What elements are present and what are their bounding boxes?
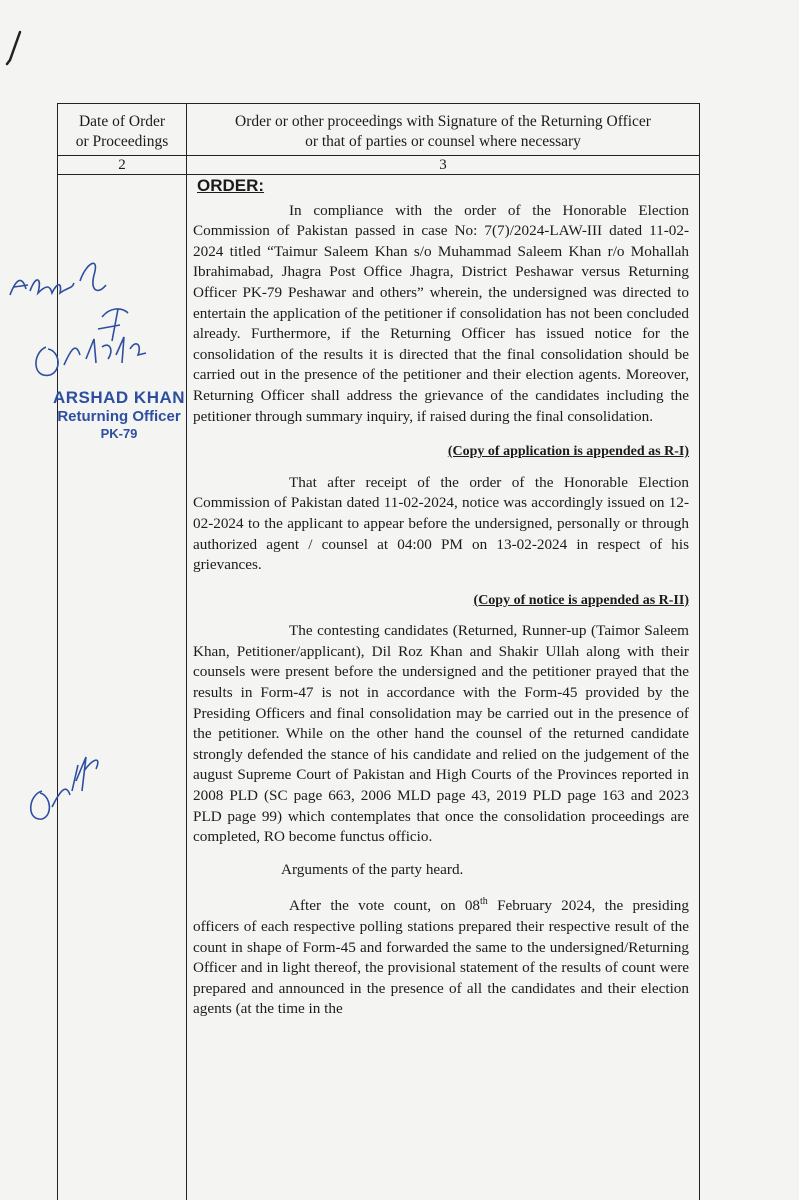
column-header-proceedings-line1: Order or other proceedings with Signature of the Returning Officer xyxy=(235,113,651,130)
order-paragraph-3 xyxy=(193,621,689,848)
order-body xyxy=(193,176,689,1020)
pen-mark xyxy=(4,30,24,66)
column-divider xyxy=(186,103,187,1200)
order-paragraph-5-text-b: February 2024, the presiding officers of each respective polling stations prepared their respective result of the count in shape of Form-45 and forwarded the same to the undersigned/Returning Officer and in light thereof, the provisional statement of the results of count were prepared and announced in the presence of all the candidates and their election agents (at the time in the xyxy=(193,897,689,1018)
column-number-3: 3 xyxy=(439,157,447,173)
order-paragraph-3-text: The contesting candidates (Returned, Runner-up (Taimor Saleem Khan, Petitioner/applicant), Dil Roz Khan and Shakir Ullah along with their counsels were present before the undersigned and the petitioner prayed that the results in Form-47 is not in accordance with the Form-45 provided by the Presiding Officers and final consolidation may be carried out in the presence of the petitioner. While on the other hand the counsel of the returned candidate strongly defended the stance of his candidate and relied on the judgement of the august Supreme Court of Pakistan and High Courts of the Provinces reported in 2008 PLD (SC page 663, 2006 MLD page 43, 2019 PLD page 163 and 2023 PLD page 99) which contemplates that once the consolidation proceedings are completed, RO become functus officio. xyxy=(193,622,689,846)
column-header-date-line1: Date of Order xyxy=(78,113,166,130)
arguments-heard: Arguments of the party heard. xyxy=(281,860,464,878)
stamp-name: ARSHAD KHAN xyxy=(52,388,186,407)
header-bottom-rule xyxy=(57,155,700,156)
column-number-2: 2 xyxy=(118,157,126,173)
column-header-date-line2: or Proceedings xyxy=(75,133,169,150)
number-row-bottom-rule xyxy=(57,174,700,175)
order-paragraph-1-text: In compliance with the order of the Honorable Election Commission of Pakistan passed in case No: 7(7)/2024-LAW-III dated 11-02-2024 titled “Taimur Saleem Khan s/o Muhammad Saleem Khan r/o Mohallah Ibrahimabad, Jhagra Post Office Jhagra, District Peshawar versus Returning Officer PK-79 Peshawar and others” wherein, the undersigned was directed to entertain the application of the petitioner if consolidation has not been concluded already. Furthermore, if the Returning Officer has issued notice for the consolidation of the results it is directed that the final consolidation should be carried out in the presence of the petitioner and their election agents. Moreover, Returning Officer shall address the grievance of the candidates including the petitioner through summary inquiry, if raised during the final consolidation. xyxy=(193,201,689,425)
column-header-proceedings xyxy=(188,112,698,152)
table-top-rule xyxy=(57,103,700,104)
handwritten-signature-attested xyxy=(2,255,182,395)
order-paragraph-5-text-a: After the vote count, on 08 xyxy=(289,897,481,915)
order-paragraph-2 xyxy=(193,473,689,576)
order-paragraph-5 xyxy=(193,892,689,1020)
application-reference: (Copy of application is appended as R-I) xyxy=(447,444,689,460)
order-paragraph-1 xyxy=(193,201,689,428)
order-title: ORDER: xyxy=(197,176,265,195)
handwritten-initials xyxy=(20,735,110,835)
ordinal-suffix: th xyxy=(480,896,488,908)
column-header-proceedings-line2: or that of parties or counsel where necessary xyxy=(305,133,581,150)
order-paragraph-2-text: That after receipt of the order of the Honorable Election Commission of Pakistan dated 11-02-2024, notice was accordingly issued on 12-02-2024 to the applicant to appear before the undersigned, personally or through authorized agent / counsel at 04:00 PM on 13-02-2024 in respect of his grievances. xyxy=(193,473,689,574)
stamp-role: Returning Officer xyxy=(57,408,181,425)
notice-reference: (Copy of notice is appended as R-II) xyxy=(473,592,689,608)
stamp-constituency: PK-79 xyxy=(100,426,138,441)
returning-officer-stamp xyxy=(28,388,210,442)
column-header-date xyxy=(58,112,186,152)
